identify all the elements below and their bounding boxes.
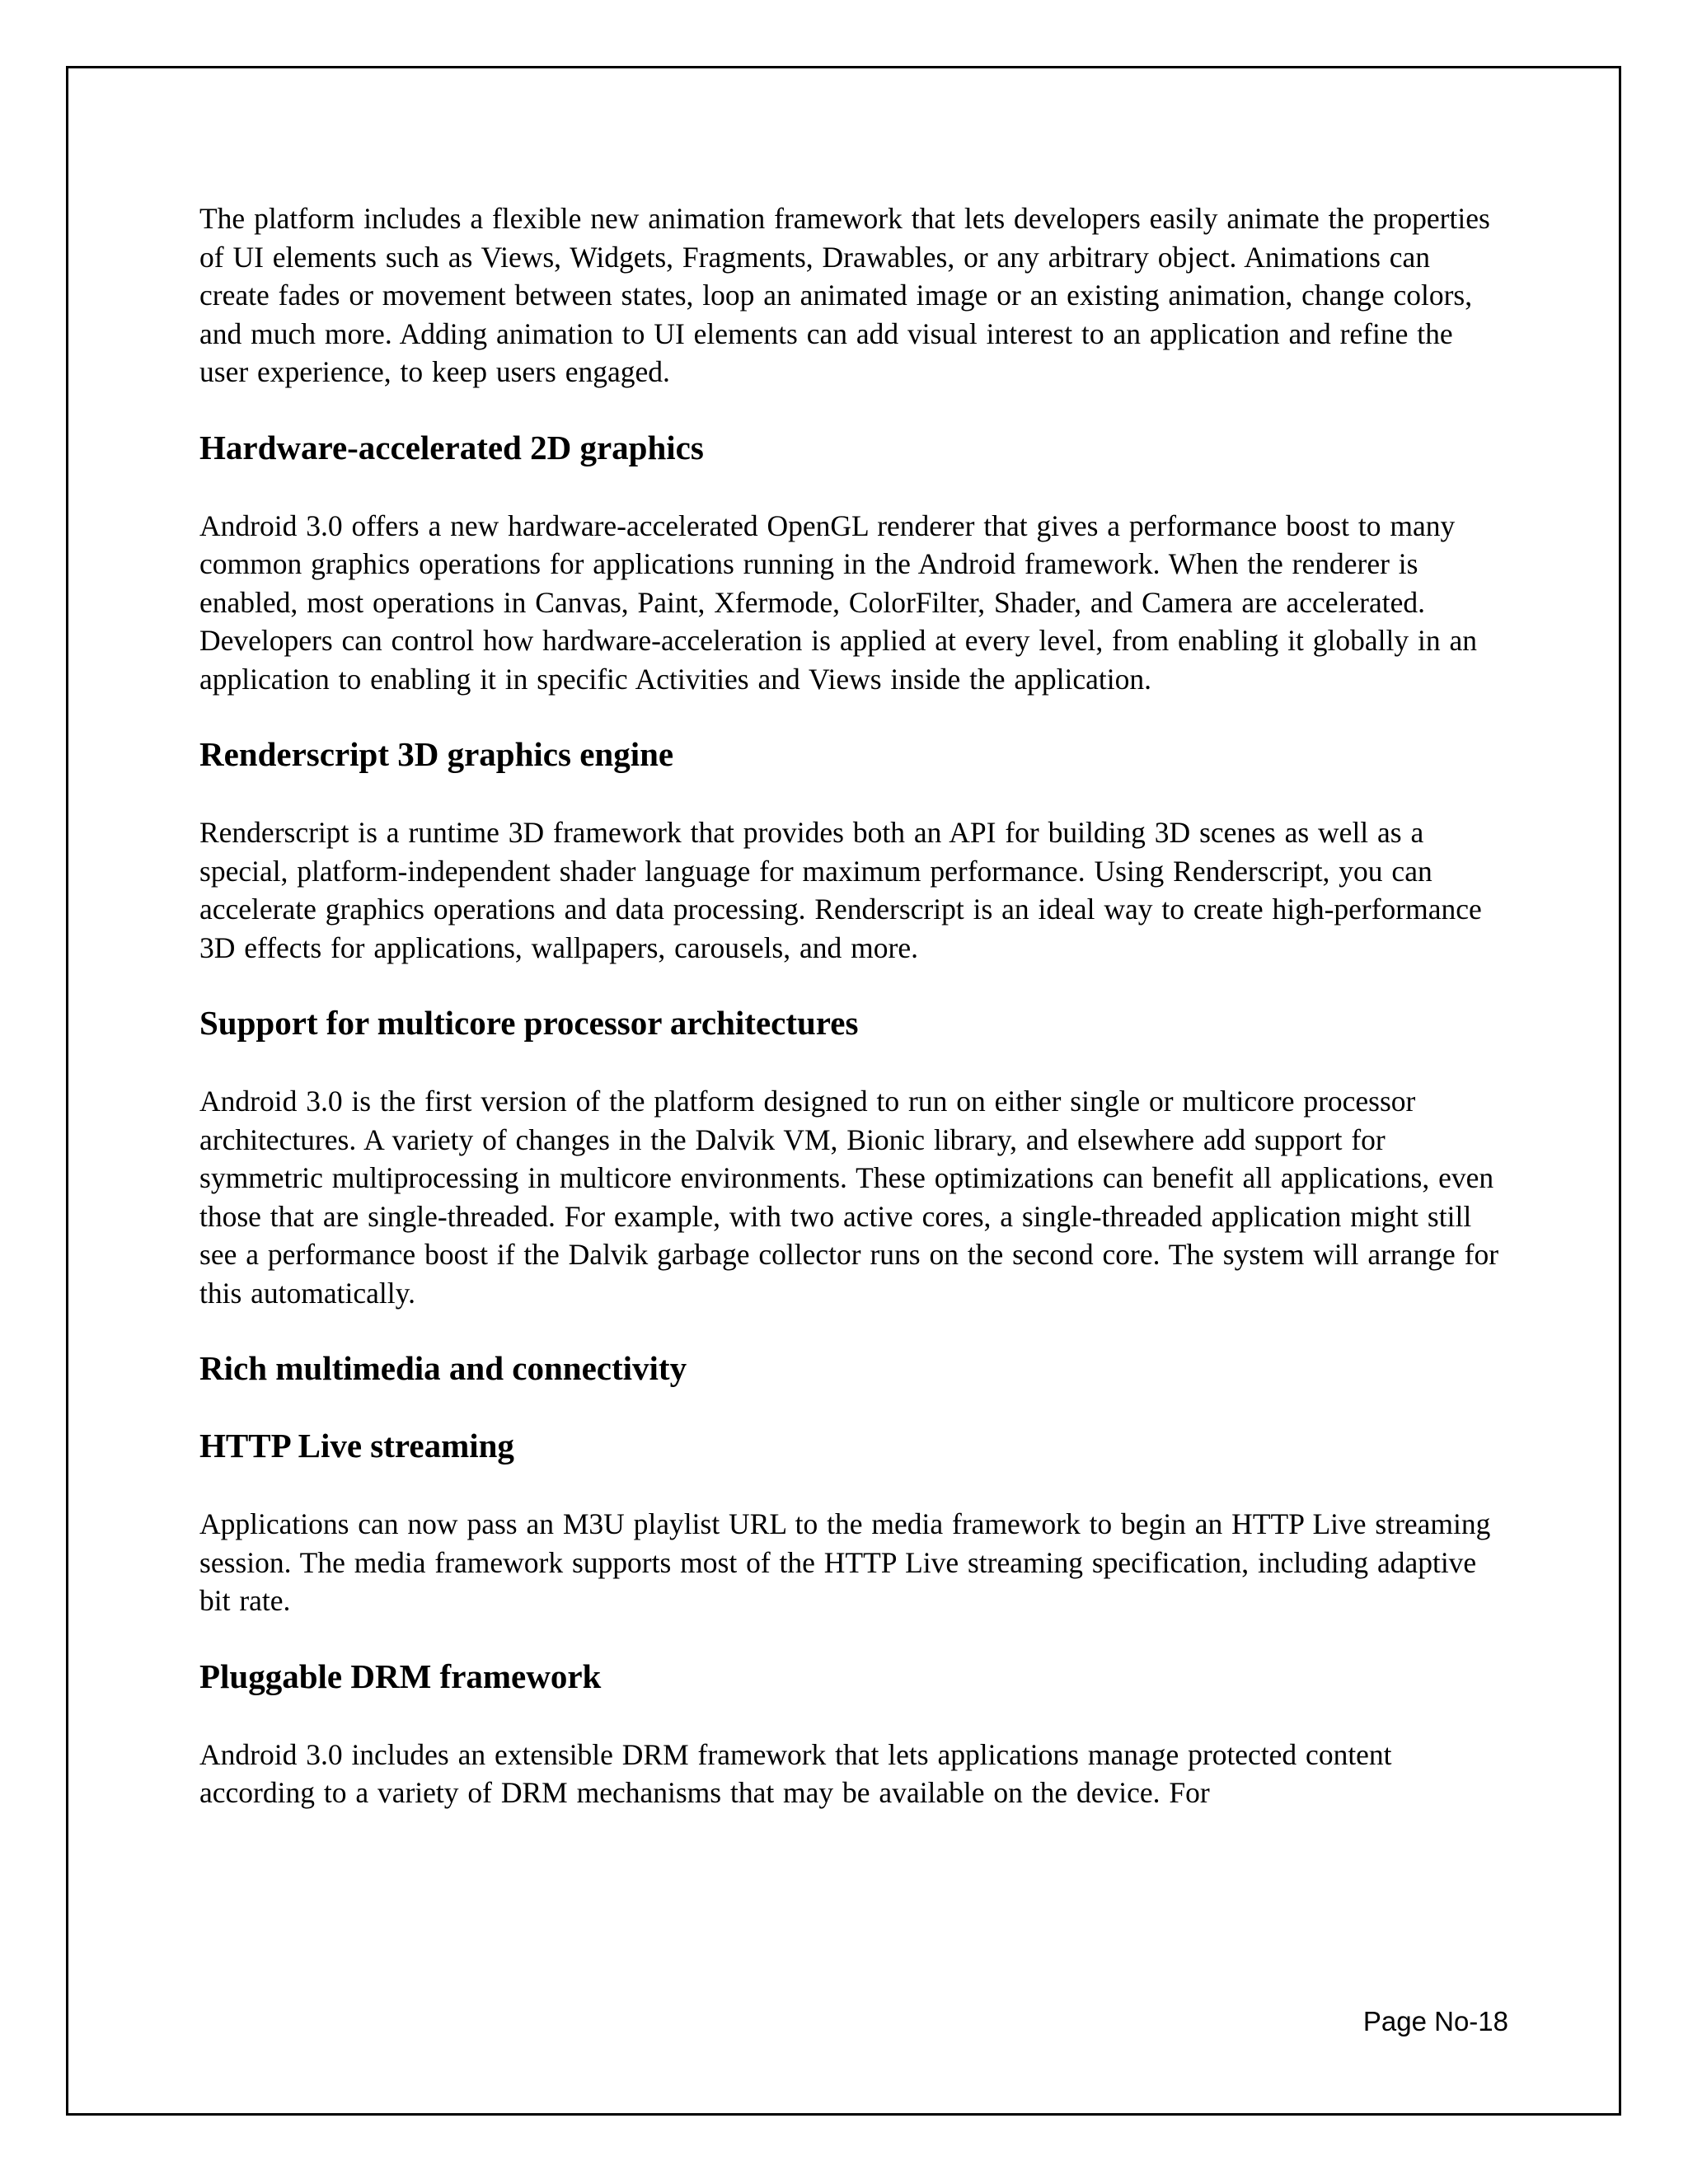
paragraph-multicore: Android 3.0 is the first version of the platform designed to run on either single or multicore processor architectures. A variety of changes in the Dalvik VM, Bionic library, and elsewhere add support for symmetric multiprocessing in multicore environments. These optimizations can benefit all applications, even those that are single-threaded. For example, with two active cores, a single-threaded application might still see a performance boost if the Dalvik garbage collector runs on the second core. The system will arrange for this automatically. [199, 1085, 1499, 1310]
heading-drm: Pluggable DRM framework [199, 1657, 602, 1695]
paragraph-renderscript: Renderscript is a runtime 3D framework that provides both an API for building 3D scenes as well as a special, platform-independent shader language for maximum performance. Using Renderscript, you can accelerate graphics operations and data processing. Renderscript is an ideal way to create high-performance 3D effects for applications, wallpapers, carousels, and more. [199, 816, 1482, 964]
document-body [199, 199, 1502, 1812]
paragraph-http-live: Applications can now pass an M3U playlist URL to the media framework to begin an HTTP Live streaming session. The media framework supports most of the HTTP Live streaming specification, including adaptive bit rate. [199, 1507, 1491, 1617]
heading-multicore: Support for multicore processor architectures [199, 1004, 859, 1042]
heading-http-live: HTTP Live streaming [199, 1427, 514, 1465]
heading-hardware-2d: Hardware-accelerated 2D graphics [199, 428, 704, 466]
paragraph-drm: Android 3.0 includes an extensible DRM framework that lets applications manage protected content according to a variety of DRM mechanisms that may be available on the device. For [199, 1737, 1392, 1809]
page-number: Page No-18 [1362, 2006, 1508, 2036]
heading-multimedia: Rich multimedia and connectivity [199, 1349, 687, 1387]
paragraph-hardware-2d: Android 3.0 offers a new hardware-accelerated OpenGL renderer that gives a performance boost to many common graphics operations for applications running in the Android framework. When the renderer is enabled, most operations in Canvas, Paint, Xfermode, ColorFilter, Shader, and Camera are accelerated. Developers can control how hardware-acceleration is applied at every level, from enabling it globally in an application to enabling it in specific Activities and Views inside the application. [199, 509, 1477, 696]
heading-renderscript: Renderscript 3D graphics engine [199, 735, 674, 773]
paragraph-animation: The platform includes a flexible new animation framework that lets developers easily animate the properties of UI elements such as Views, Widgets, Fragments, Drawables, or any arbitrary object. Animations can create fades or movement between states, loop an animated image or an existing animation, change colors, and much more. Adding animation to UI elements can add visual interest to an application and refine the user experience, to keep users engaged. [199, 202, 1490, 388]
